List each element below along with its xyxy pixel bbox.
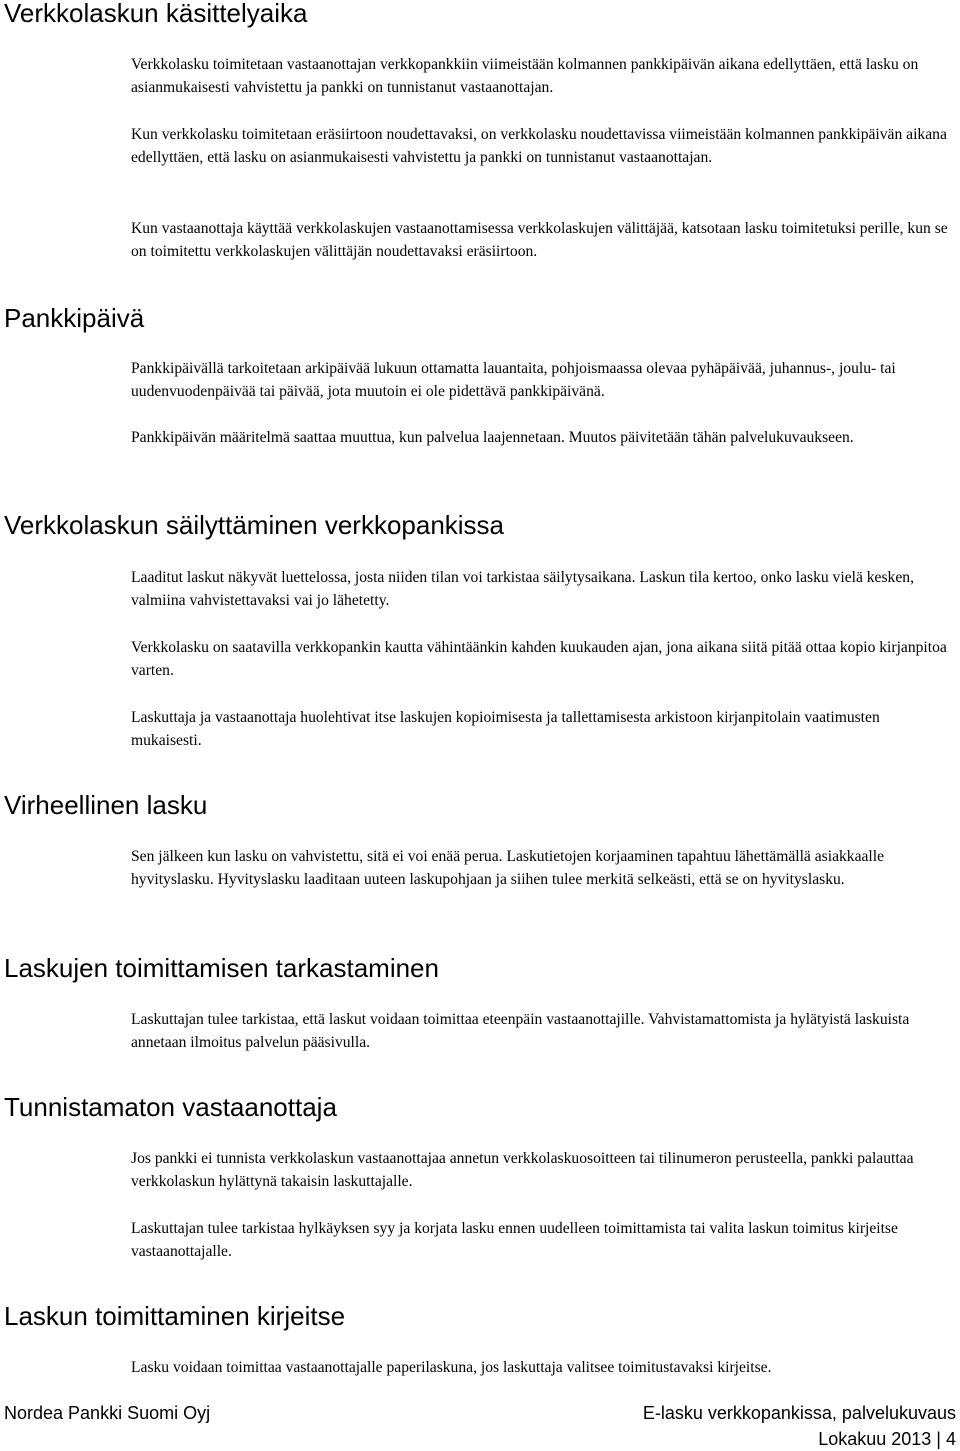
paragraph: Lasku voidaan toimittaa vastaanottajalle paperilaskuna, jos laskuttaja valitsee toimitustavaksi kirjeitse. [131, 1359, 772, 1376]
paragraph: Pankkipäivällä tarkoitetaan arkipäivää lukuun ottamatta lauantaita, pohjoismaassa olevaa pyhäpäivää, juhannus-, joulu- tai uudenvuodenpäivää tai päivää, jota muutoin ei ole pidettävä pankkipäivänä. [131, 360, 896, 401]
paragraph: Laskuttaja ja vastaanottaja huolehtivat itse laskujen kopioimisesta ja tallettamisesta arkistoon kirjanpitolain vaatimusten mukaisesti. [131, 709, 880, 750]
paragraph: Sen jälkeen kun lasku on vahvistettu, sitä ei voi enää perua. Laskutietojen korjaaminen tapahtuu lähettämällä asiakkaalle hyvityslasku. Hyvityslasku laaditaan uuteen laskupohjaan ja siihen tulee merkitä selkeästi, että se on hyvityslasku. [131, 848, 885, 889]
paragraph: Pankkipäivän määritelmä saattaa muuttua, kun palvelua laajennetaan. Muutos päivitetään tähän palvelukuvaukseen. [131, 429, 854, 446]
footer-document-title: E-lasku verkkopankissa, palvelukuvaus [642, 1403, 956, 1423]
paragraph: Laskuttajan tulee tarkistaa hylkäyksen syy ja korjata lasku ennen uudelleen toimittamista tai valita laskun toimitus kirjeitse vastaanottajalle. [131, 1220, 898, 1261]
paragraph: Verkkolasku on saatavilla verkkopankin kautta vähintäänkin kahden kuukauden ajan, jona aikana siitä pitää ottaa kopio kirjanpitoa varten. [131, 639, 947, 680]
footer-date-page: Lokakuu 2013 | 4 [818, 1429, 956, 1449]
paragraph: Kun verkkolasku toimitetaan eräsiirtoon noudettavaksi, on verkkolasku noudettavissa viimeistään kolmannen pankkipäivän aikana edellyttäen, että lasku on asianmukaisesti vahvistettu ja pankki on tunnistanut vastaanottajan. [131, 126, 947, 167]
section-heading-toimittamisen-tarkastaminen: Laskujen toimittamisen tarkastaminen [4, 953, 439, 983]
section-heading-kasittelyaika: Verkkolaskun käsittelyaika [4, 0, 308, 28]
section-heading-pankkipaiva: Pankkipäivä [4, 303, 145, 333]
section-heading-virheellinen-lasku: Virheellinen lasku [4, 790, 208, 820]
paragraph: Laskuttajan tulee tarkistaa, että laskut voidaan toimittaa eteenpäin vastaanottajille. Vahvistamattomista ja hylätyistä laskuista annetaan ilmoitus palvelun pääsivulla. [131, 1011, 910, 1052]
paragraph: Laaditut laskut näkyvät luettelossa, josta niiden tilan voi tarkistaa säilytysaikana. Laskun tila kertoo, onko lasku vielä kesken, valmiina vahvistettavaksi vai jo lähetetty. [131, 569, 914, 610]
paragraph: Jos pankki ei tunnista verkkolaskun vastaanottajaa annetun verkkolaskuosoitteen tai tilinumeron perusteella, pankki palauttaa verkkolaskun hylättynä takaisin laskuttajalle. [131, 1150, 914, 1191]
paragraph: Verkkolasku toimitetaan vastaanottajan verkkopankkiin viimeistään kolmannen pankkipäivän aikana edellyttäen, että lasku on asianmukaisesti vahvistettu ja pankki on tunnistanut vastaanottajan. [131, 56, 919, 97]
section-heading-tunnistamaton-vastaanottaja: Tunnistamaton vastaanottaja [4, 1092, 337, 1122]
section-heading-sailyttaminen: Verkkolaskun säilyttäminen verkkopankissa [4, 510, 505, 540]
footer-company: Nordea Pankki Suomi Oyj [4, 1403, 211, 1423]
paragraph: Kun vastaanottaja käyttää verkkolaskujen vastaanottamisessa verkkolaskujen välittäjää, katsotaan lasku toimitetuksi perille, kun se on toimitettu verkkolaskujen välittäjän noudettavaksi eräsiirtoon. [131, 220, 948, 261]
section-heading-toimittaminen-kirjeitse: Laskun toimittaminen kirjeitse [4, 1301, 346, 1331]
